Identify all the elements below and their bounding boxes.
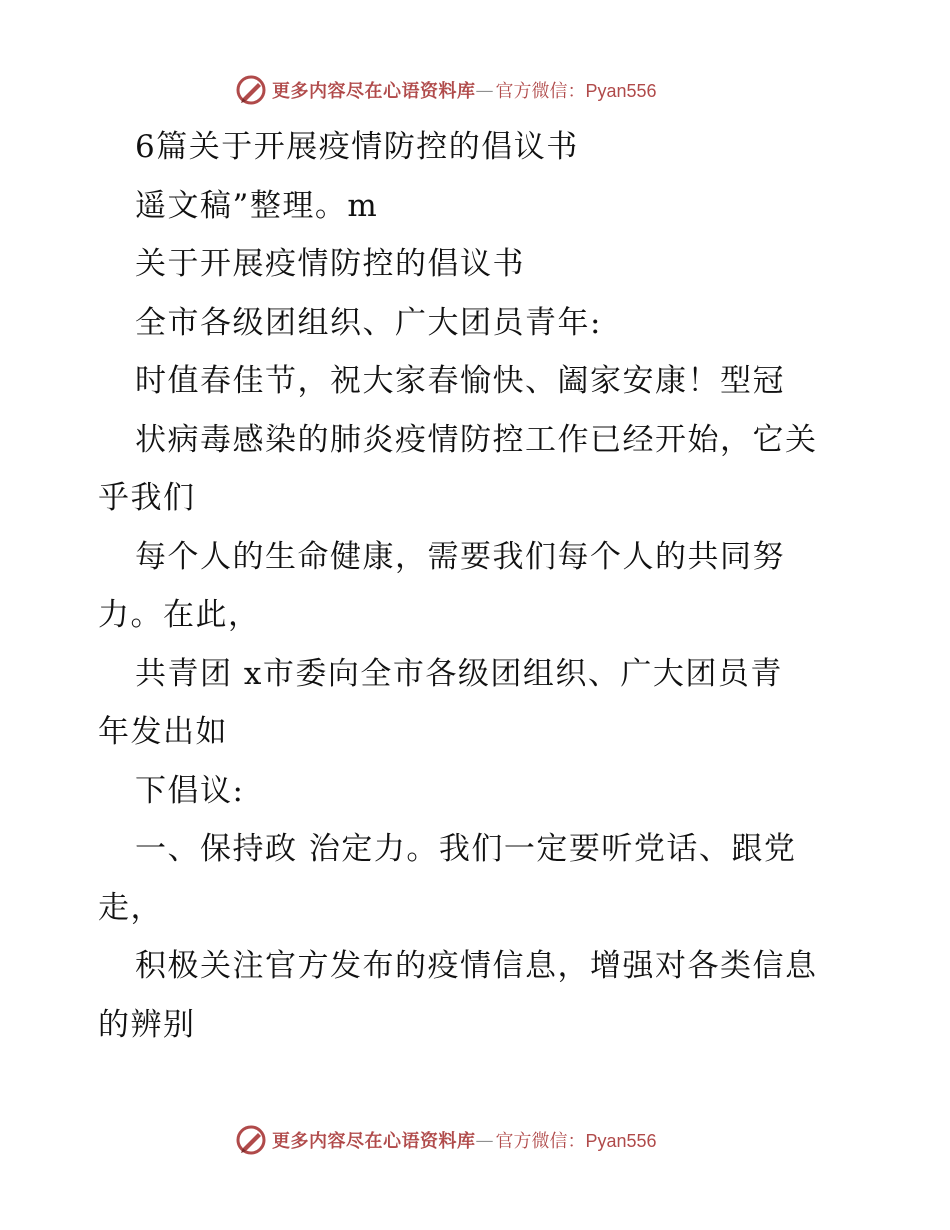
watermark-separator: — [475,79,494,101]
document-line: 年发出如 [98,714,228,750]
document-line: 全市各级团组织、广大团员青年: [135,304,602,341]
document-line: 每个人的生命健康，需要我们每个人的共同努 [135,538,785,575]
pen-circle-logo-icon [234,73,268,107]
document-line: 关于开展疫情防控的倡议书 [135,246,525,282]
document-line: 共青团 x市委向全市各级团组织、广大团员青 [135,655,783,692]
document-line: 的辨别 [98,1006,196,1043]
document-line: 走， [98,889,163,926]
document-line: 积极关注官方发布的疫情信息，增强对各类信息 [135,948,818,984]
footer-watermark [234,1123,657,1157]
watermark-contact-text: 官方微信：Pyan556 [495,1131,657,1151]
document-line: 一、保持政 治定力。我们一定要听党话、跟党 [135,831,797,867]
watermark-separator: — [475,1129,494,1151]
watermark-brand-text: 更多内容尽在心语资料库 [272,81,476,102]
document-line: 下倡议: [135,772,245,809]
document-body [98,118,878,1054]
document-line: 6篇关于开展疫情防控的倡议书 [135,129,579,165]
document-line: 力。在此， [98,597,261,633]
document-line: 时值春佳节，祝大家春愉快、阖家安康！型冠 [135,363,785,399]
document-line: 状病毒感染的肺炎疫情防控工作已经开始，它关 [135,421,818,458]
document-line: 遥文稿”整理。m [135,187,379,224]
watermark-brand-text: 更多内容尽在心语资料库 [272,1131,476,1152]
watermark-contact-text: 官方微信：Pyan556 [495,81,657,101]
header-watermark [234,73,657,107]
document-line: 乎我们 [98,480,196,516]
pen-circle-logo-icon [234,1123,268,1157]
